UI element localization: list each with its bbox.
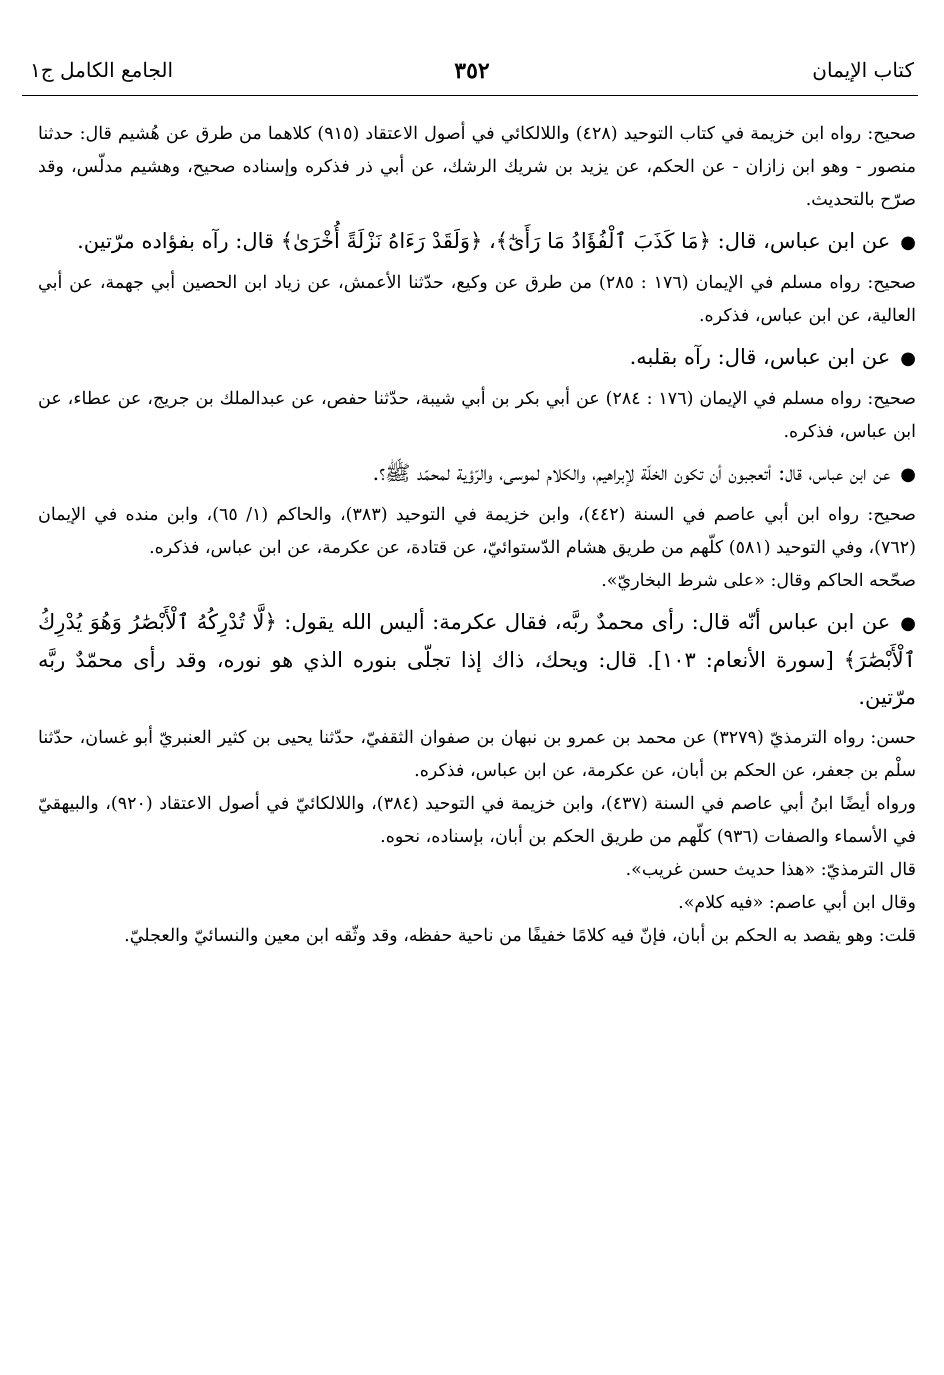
source-note-9: وقال ابن أبي عاصم: «فيه كلام».	[678, 893, 916, 913]
bullet-icon: ●	[900, 464, 916, 485]
hadith-4	[38, 604, 916, 716]
hadith-text: عن ابن عباس، قال: ﴿مَا كَذَبَ ٱلْفُؤَادُ مَا رَأَىٰٓ﴾، ﴿وَلَقَدْ رَءَاهُ نَزْلَةً أُخْرَىٰ﴾ قال: رآه بفؤاده مرّتين.	[77, 229, 891, 253]
source-note-5: صحّحه الحاكم وقال: «على شرط البخاريّ».	[601, 571, 916, 591]
bullet-icon: ●	[900, 613, 916, 634]
bullet-icon: ●	[900, 232, 916, 253]
book-title: كتاب الإيمان	[812, 58, 914, 82]
hadith-1	[38, 223, 916, 261]
hadith-3	[38, 455, 916, 493]
hadith-text: عن ابن عباس، قال: رآه بقلبه.	[629, 345, 891, 369]
source-note-1: صحيح: رواه ابن خزيمة في كتاب التوحيد (٤٢٨) واللالكائي في أصول الاعتقاد (٩١٥) كلاهما من طرق عن هُشيم قال: حدثنا منصور - وهو ابن زازان - عن الحكم، عن يزيد بن شريك الرشك، عن أبي ذر فذكره وإسناده صحيح، وهشيم مدلّس، وقد صرّح بالتحديث.	[38, 124, 917, 210]
source-note-10: قلت: وهو يقصد به الحكم بن أبان، فإنّ فيه كلامًا خفيفًا من ناحية حفظه، وقد وثّقه ابن معين والنسائيّ والعجليّ.	[124, 926, 916, 946]
source-note-7: ورواه أيضًا ابنُ أبي عاصم في السنة (٤٣٧)، وابن خزيمة في التوحيد (٣٨٤)، واللالكائيّ في أصول الاعتقاد (٩٢٠)، والبيهقيّ في الأسماء والصفات (٩٣٦) كلّهم من طريق الحكم بن أبان، بإسناده، نحوه.	[38, 794, 917, 847]
bullet-icon: ●	[900, 348, 916, 369]
page-header	[30, 58, 914, 94]
hadith-2	[38, 339, 916, 377]
source-note-3: صحيح: رواه مسلم في الإيمان (١٧٦ : ٢٨٤) عن أبي بكر بن أبي شيبة، حدّثنا حفص، عن عبدالملك بن جريج، عن عطاء، عن ابن عباس، فذكره.	[38, 389, 916, 442]
header-divider	[22, 95, 918, 96]
source-note-8: قال الترمذيّ: «هذا حديث حسن غريب».	[625, 860, 916, 880]
page-number: ٣٥٢	[454, 58, 490, 84]
source-note-6: حسن: رواه الترمذيّ (٣٢٧٩) عن محمد بن عمرو بن نبهان بن صفوان الثقفيّ، حدّثنا يحيى بن كثير العنبريّ أبو غسان، حدّثنا سلْم بن جعفر، عن الحكم بن أبان، عن عكرمة، عن ابن عباس، فذكره.	[38, 728, 917, 781]
page-body	[38, 118, 916, 953]
hadith-text: عن ابن عباس أنّه قال: رأى محمدٌ ربَّه، فقال عكرمة: أليس الله يقول: ﴿لَّا تُدْرِكُهُ ٱلْأَبْصَٰرُ وَهُوَ يُدْرِكُ ٱلْأَبْصَٰرَ﴾ [سورة الأنعام: ١٠٣]. قال: ويحك، ذاك إذا تجلّى بنوره الذي هو نوره، وقد رأى محمّدٌ ربَّه مرّتين.	[38, 610, 916, 709]
work-title: الجامع الكامل ج١	[30, 58, 174, 82]
source-note-4: صحيح: رواه ابن أبي عاصم في السنة (٤٤٢)، وابن خزيمة في التوحيد (٣٨٣)، والحاكم (١/ ٦٥)، وابن منده في الإيمان (٧٦٢)، وفي التوحيد (٥٨١) كلّهم من طريق هشام الدّستوائيّ، عن قتادة، عن عكرمة، عن ابن عباس، فذكره.	[38, 505, 917, 558]
hadith-text: عن ابن عباس، قال: أتعجبون أن تكون الخلّة لإبراهيم، والكلام لموسى، والرّؤية لمحمّد ﷺ؟.	[372, 461, 891, 485]
source-note-2: صحيح: رواه مسلم في الإيمان (١٧٦ : ٢٨٥) من طرق عن وكيع، حدّثنا الأعمش، عن زياد ابن الحصين أبي جهمة، عن أبي العالية، عن ابن عباس، فذكره.	[38, 273, 916, 326]
